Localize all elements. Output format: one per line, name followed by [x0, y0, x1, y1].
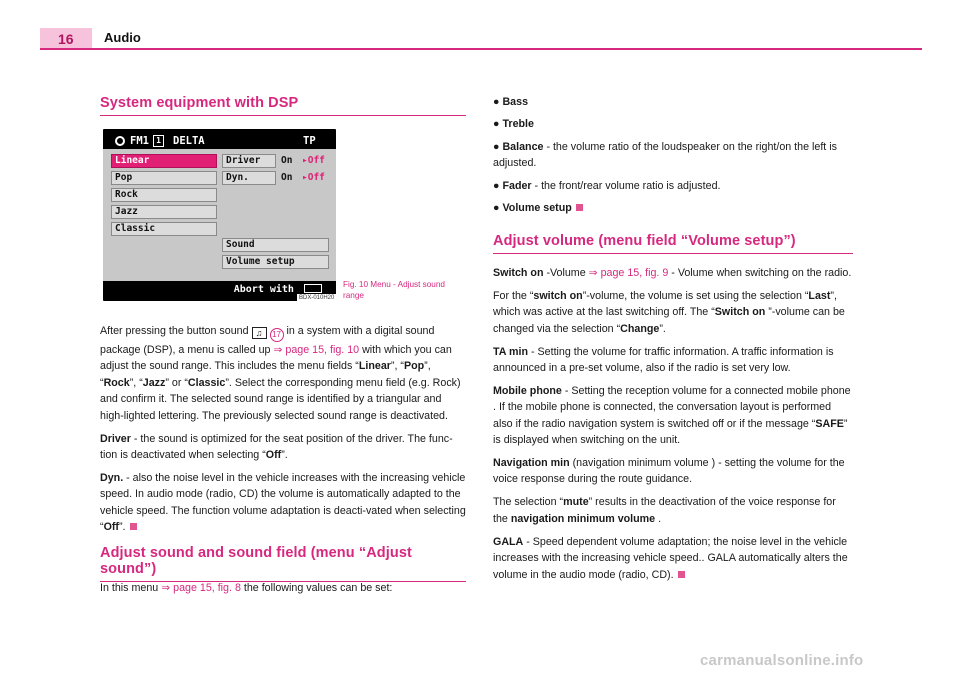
screen-menu-panel — [103, 149, 336, 281]
section-end-marker — [576, 204, 583, 211]
navigation-min-paragraph: Navigation min (navigation minimum volume ) - setting the volume for the voice response during the route guidance. — [493, 457, 845, 486]
bullet-fader: ● Fader - the front/rear volume ratio is adjusted. — [493, 180, 721, 192]
abort-label: Abort with — [233, 284, 294, 295]
right-body — [493, 265, 853, 589]
menu-item-rock[interactable]: Rock — [111, 188, 217, 202]
menu-item-driver[interactable]: Driver — [222, 154, 276, 168]
station-label: FM1 — [130, 135, 149, 147]
menu-item-linear[interactable]: Linear — [111, 154, 217, 168]
key-number-badge: 17 — [270, 328, 284, 342]
left-body — [100, 323, 466, 542]
figure-caption: Fig. 10 Menu - Adjust sound range — [343, 280, 445, 300]
link-fig-8[interactable]: ⇒ page 15, fig. 8 — [161, 582, 241, 594]
preset-number: 1 — [153, 135, 164, 147]
menu-item-volume-setup[interactable]: Volume setup — [222, 255, 329, 269]
menu-paragraph: In this menu ⇒ page 15, fig. 8 the following values can be set: — [100, 582, 393, 594]
right-column — [493, 95, 853, 223]
section-heading-adjust-volume: Adjust volume (menu field “Volume setup”) — [493, 233, 853, 254]
section-heading-dsp: System equipment with DSP — [100, 95, 466, 116]
page-number: 16 — [40, 28, 92, 50]
tp-indicator: TP — [303, 135, 316, 147]
link-fig-9[interactable]: ⇒ page 15, fig. 9 — [588, 267, 669, 279]
figure-code: BDX-010H20 — [299, 295, 335, 301]
screen-top-bar — [103, 131, 336, 151]
link-fig-10[interactable]: ⇒ page 15, fig. 10 — [273, 344, 360, 356]
menu-item-pop[interactable]: Pop — [111, 171, 217, 185]
section-heading-adjust-sound: Adjust sound and sound field (menu “Adjust sound”) — [100, 545, 466, 582]
mute-paragraph: The selection “mute” results in the deactivation of the voice response for the navigation minimum volume . — [493, 496, 836, 525]
section-end-marker — [678, 571, 685, 578]
gala-paragraph: GALA - Speed dependent volume adaptation; the noise level in the vehicle increases with the increasing vehicle speed.. GALA automatically alters the volume in the audio mode (radio, CD). — [493, 535, 848, 581]
driver-paragraph: Driver - the sound is optimized for the seat position of the driver. The func-tion is deactivated when selecting “Off”. — [100, 432, 453, 461]
for-switch-on-paragraph: For the “switch on”-volume, the volume is set using the selection “Last”, which was active at the last switching off. The “Switch on ”-volume can be changed via the selection “Change”. — [493, 289, 845, 335]
sound-key-icon: ♫ — [252, 327, 267, 339]
header-title: Audio — [104, 30, 141, 45]
menu-item-jazz[interactable]: Jazz — [111, 205, 217, 219]
station-name: DELTA — [173, 135, 205, 147]
bullet-bass: ● Bass — [493, 96, 529, 108]
menu-item-classic[interactable]: Classic — [111, 222, 217, 236]
menu-screen-figure — [103, 129, 336, 301]
header-rule — [40, 48, 922, 50]
return-icon — [304, 284, 322, 293]
section-end-marker — [130, 523, 137, 530]
driver-state: On — [281, 155, 293, 166]
radio-icon — [115, 136, 125, 146]
dyn-alt-state: ▸Off — [302, 172, 325, 183]
dyn-state: On — [281, 172, 293, 183]
menu-item-sound[interactable]: Sound — [222, 238, 329, 252]
dyn-paragraph: Dyn. - also the noise level in the vehicle increases with the increasing vehicle speed. In audio mode (radio, CD) the volume is automatically adapted to the vehicle speed. The function volume adaptation is deacti-vated when selecting “Off”. — [100, 471, 466, 534]
driver-alt-state: ▸Off — [302, 155, 325, 166]
ta-min-paragraph: TA min - Setting the volume for traffic information. A traffic information is announced in a pre-set volume, also if the radio is set very low. — [493, 345, 834, 375]
bullet-volume-setup: ● Volume setup — [493, 201, 853, 215]
mobile-phone-paragraph: Mobile phone - Setting the reception volume for a connected mobile phone . If the mobile phone is connected, the conversation layout is performed also if the radio navigation system is switched off or if the message “SAFE” is displayed when switching on the unit. — [493, 384, 851, 447]
switch-on-paragraph: Switch on -Volume ⇒ page 15, fig. 9 - Volume when switching on the radio. — [493, 267, 852, 279]
intro-paragraph: After pressing the button sound ♫ 17 in a system with a digital sound package (DSP), a menu is called up ⇒ page 15, fig. 10 with which you can adjust the sound range. This includes the menu fields “Linear”, “Pop”, “Rock”, “Jazz” or “Classic”. Select the corresponding menu field (e.g. Rock) and confirm it. The selected sound range is identified by a triangular and high-lighted lettering. The previously selected sound range is deactivated. — [100, 325, 461, 422]
menu-item-dyn[interactable]: Dyn. — [222, 171, 276, 185]
bullet-balance: ● Balance - the volume ratio of the loudspeaker on the right/on the left is adjusted. — [493, 141, 837, 169]
watermark: carmanualsonline.info — [700, 652, 864, 669]
bullet-treble: ● Treble — [493, 118, 534, 130]
